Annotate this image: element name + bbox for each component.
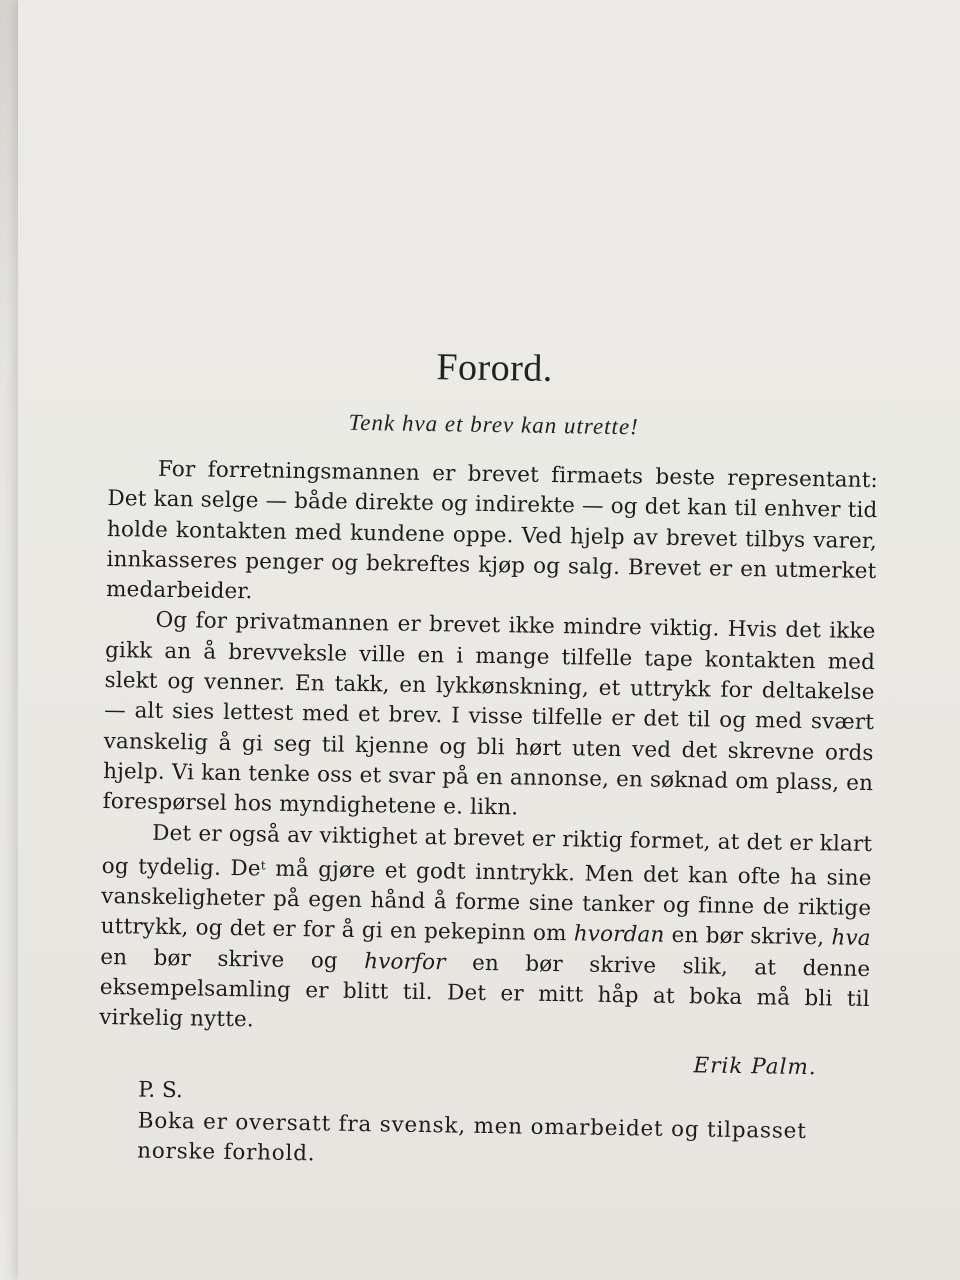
- page-title: Forord.: [436, 346, 554, 390]
- paragraph-3-part-5: en bør skrive slik, at denne eksempelsamling er blitt til. Det er mitt håp at boka må bli til virkelig nytte.: [99, 950, 871, 1033]
- paragraph-3-part-3: en bør skrive,: [664, 923, 832, 951]
- foreword-body: [99, 454, 878, 1046]
- paragraph-3-part-4: en bør skrive og: [100, 944, 365, 974]
- paragraph-1: For forretningsmannen er brevet firmaets beste representant: Det kan selge — både direkte og indirekte — og det kan til enhver tid holde kontakten med kundene oppe. Ved hjelp av brevet tilbys varer, innkasseres penger og bekreftes kjøp og salg. Brevet er en utmerket medarbeider.: [105, 456, 879, 605]
- paragraph-3-part-1: Det er også av viktighet at brevet er riktig formet, at det er klart og tydelig. De: [101, 820, 873, 882]
- book-page: [18, 0, 960, 1280]
- emphasis-hva: hva: [831, 925, 871, 952]
- paragraph-2: Og for privatmannen er brevet ikke mindre viktig. Hvis det ikke gikk an å brevveksle ville en i mange tilfelle tape kontakten med slekt og venner. En takk, en lykkønskning, et uttrykk for deltakelse — alt sies lettest med et brev. I visse tilfelle er det til og med svært vanskelig å gi seg til kjenne og bli hørt uten ved det skrevne ords hjelp. Vi kan tenke oss et svar på en annonse, en søknad om plass, en forespørsel hos myndighetene e. likn.: [102, 608, 876, 821]
- paragraph-3-part-2: må gjøre et godt inntrykk. Men det kan ofte ha sine vanskeligheter på egen hånd å forme sine tanker og finne de riktige uttrykk, og det er for å gi en pekepinn om: [100, 856, 872, 947]
- paragraph-3: [99, 818, 872, 1046]
- ps-label: P. S.: [138, 1077, 183, 1103]
- subtitle: Tenk hva et brev kan utrette!: [348, 409, 640, 440]
- ps-text: Boka er oversatt fra svensk, men omarbeidet og tilpasset norske forhold.: [137, 1108, 807, 1166]
- emphasis-hvordan: hvordan: [573, 921, 665, 949]
- broken-glyph: t: [260, 858, 266, 873]
- page-content: [97, 340, 880, 1178]
- signature: Erik Palm.: [693, 1052, 817, 1080]
- emphasis-hvorfor: hvorfor: [364, 948, 446, 976]
